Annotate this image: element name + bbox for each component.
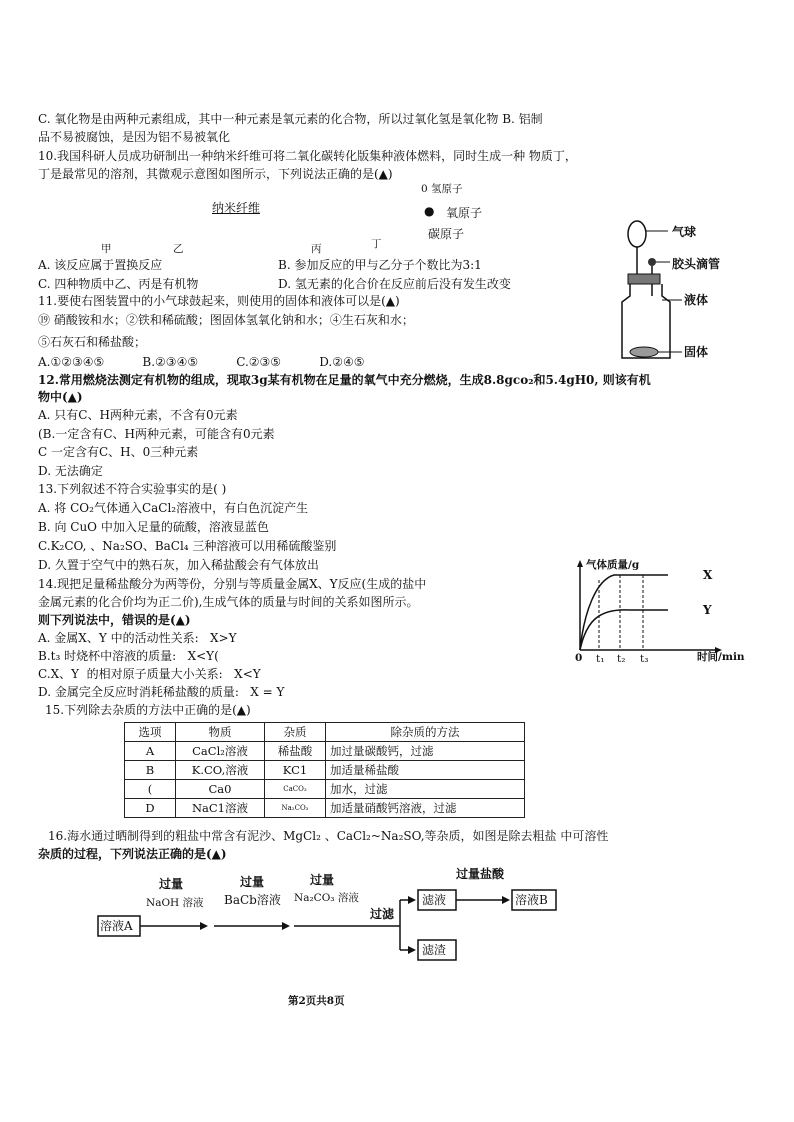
- graph-series-y: Y: [703, 603, 712, 617]
- cell-impurity: 稀盐酸: [265, 742, 326, 761]
- table-row: [125, 799, 525, 818]
- q13-option-d: D. 久置于空气中的熟石灰，加入稀盐酸会有气体放出: [38, 558, 319, 572]
- table-row: [125, 742, 525, 761]
- step2-top: 过量: [240, 875, 265, 889]
- dropper-bulb: [648, 258, 656, 266]
- cell-method: 加适量稀盐酸: [326, 761, 525, 780]
- cell-impurity: Na₂CO₃: [265, 799, 326, 818]
- curve-x: [580, 575, 668, 650]
- cell-impurity: KC1: [265, 761, 326, 780]
- graph-series-x: X: [703, 568, 713, 582]
- q14-option-a: A. 金属X、Y 中的活动性关系: X>Y: [38, 631, 237, 645]
- label-bing: 丙: [311, 243, 322, 255]
- label-ding: 丁: [371, 238, 382, 250]
- cell-method: 加水，过滤: [326, 780, 525, 799]
- solid-pile: [630, 347, 658, 357]
- cell-option: (: [125, 780, 176, 799]
- cell-method: 加过量碳酸钙，过滤: [326, 742, 525, 761]
- cell-substance: NaC1溶液: [176, 799, 265, 818]
- cell-impurity: CaCO₃: [265, 780, 326, 799]
- q12-stem-line2: 物中(▲): [38, 390, 83, 404]
- legend-oxygen: 氧原子: [446, 206, 483, 220]
- solution-a-label: 溶液A: [100, 919, 133, 933]
- graph-ylabel: 气体质量/g: [586, 559, 640, 571]
- q14-stem-line1: 14.现把足量稀盐酸分为两等份，分别与等质量金属X、Y反应(生成的盐中: [38, 577, 427, 591]
- q10-stem-line2: 丁是最常见的溶剂，其微观示意图如图所示，下列说法正确的是(▲): [38, 167, 393, 181]
- label-liquid: 液体: [684, 293, 709, 307]
- q15-stem: 15.下列除去杂质的方法中正确的是(▲): [45, 703, 251, 717]
- oxygen-atom-icon: ●: [424, 204, 435, 218]
- label-yi: 乙: [173, 243, 184, 255]
- cell-substance: Ca0: [176, 780, 265, 799]
- step1-reagent: NaOH 溶液: [146, 897, 204, 909]
- stopper: [628, 274, 660, 284]
- q10-option-d: D. 氢无素的化合价在反应前后没有发生改变: [278, 277, 511, 291]
- q14-option-b: B.t₃ 时烧杯中溶液的质量: X<Y(: [38, 649, 219, 663]
- legend-hydrogen: 0 氢原子: [421, 183, 463, 195]
- q15-table: [124, 722, 525, 818]
- graph-t1: t₁: [596, 653, 605, 665]
- table-header-row: [125, 723, 525, 742]
- curve-y: [580, 610, 668, 650]
- header-method: 除杂质的方法: [326, 723, 525, 742]
- nano-fiber-label: 纳米纤维: [212, 201, 261, 215]
- q13-option-b: B. 向 CuO 中加入足量的硫酸，溶液显蓝色: [38, 520, 269, 534]
- header-substance: 物质: [176, 723, 265, 742]
- cell-method: 加适量硝酸钙溶液，过滤: [326, 799, 525, 818]
- q10-option-b: B. 参加反应的甲与乙分子个数比为3:1: [278, 258, 482, 272]
- residue-label: 滤渣: [422, 943, 447, 957]
- q10-option-c: C. 四种物质中乙、丙是有机物: [38, 277, 199, 291]
- q11-items-2: ⑤石灰石和稀盐酸；: [38, 335, 147, 349]
- cell-substance: K.CO,溶液: [176, 761, 265, 780]
- q12-option-a: A. 只有C、H两种元素，不含有0元素: [38, 408, 238, 422]
- graph-origin: 0: [575, 652, 583, 664]
- q12-option-d: D. 无法确定: [38, 464, 103, 478]
- header-option: 选项: [125, 723, 176, 742]
- q10-stem-line1: 10.我国科研人员成功研制出一种纳米纤维可将二氧化碳转化版集种液体燃料，同时生成一种 物质丁，: [38, 149, 577, 163]
- label-dropper: 胶头滴管: [672, 257, 721, 271]
- q14-stem-line3: 则下列说法中，错误的是(▲): [38, 613, 191, 627]
- page-footer: 第2页共8页: [288, 995, 345, 1007]
- q11-stem: 11.要使右图装置中的小气球鼓起来，则使用的固体和液体可以是(▲): [38, 294, 400, 308]
- q13-option-a: A. 将 CO₂气体通入CaCl₂溶液中，有白色沉淀产生: [38, 501, 309, 515]
- table-row: [125, 761, 525, 780]
- q16-stem-line1: 16.海水通过晒制得到的粗盐中常含有泥沙、MgCl₂ 、CaCl₂~Na₂SO,等杂质，如图是除去粗盐 中可溶性: [48, 829, 609, 843]
- graph-xlabel: 时间/min: [697, 651, 745, 663]
- header-impurity: 杂质: [265, 723, 326, 742]
- q10-option-a: A. 该反应属于置换反应: [38, 258, 163, 272]
- solution-b-label: 溶液B: [515, 893, 548, 907]
- q9-option-c-line2: 品不易被腐蚀，是因为铝不易被氧化: [38, 130, 231, 144]
- balloon-shape: [628, 221, 646, 247]
- q13-stem: 13.下列叙述不符合实验事实的是( ): [38, 482, 227, 496]
- q16-stem-line2: 杂质的过程，下列说法正确的是(▲): [38, 847, 227, 861]
- table-row: [125, 780, 525, 799]
- q12-option-c: C 一定含有C、H、0三种元素: [38, 445, 199, 459]
- cell-substance: CaCl₂溶液: [176, 742, 265, 761]
- step1-top: 过量: [159, 877, 184, 891]
- q12-stem-line1: 12.常用燃烧法测定有机物的组成，现取3g某有机物在足量的氧气中充分燃烧，生成8.8gco₂和5.4gH0, 则该有机: [38, 373, 651, 387]
- graph-t2: t₂: [617, 653, 626, 665]
- q12-option-b: (B.一定含有C、H两种元素，可能含有0元素: [38, 427, 275, 441]
- label-jia: 甲: [101, 243, 112, 255]
- q11-options: A.①②③④⑤ B.②③④⑤ C.②③⑤ D.②④⑤: [38, 355, 365, 369]
- cell-option: A: [125, 742, 176, 761]
- q14-stem-line2: 金属元素的化合价均为正二价),生成气体的质量与时间的关系如图所示。: [38, 595, 419, 609]
- q14-option-d: D. 金属完全反应时消耗稀盐酸的质量: X = Y: [38, 685, 285, 699]
- step3-top: 过量: [310, 873, 335, 887]
- cell-option: D: [125, 799, 176, 818]
- legend-carbon: 碳原子: [428, 227, 465, 241]
- label-solid: 固体: [684, 345, 709, 359]
- graph-t3: t₃: [640, 653, 649, 665]
- cell-option: B: [125, 761, 176, 780]
- q9-option-c-line1: C. 氧化物是由两种元素组成，其中一种元素是氧元素的化合物，所以过氧化氢是氧化物 B. 铝制: [38, 112, 543, 126]
- filtrate-label: 滤液: [422, 893, 447, 907]
- q14-option-c: C.X、Y 的相对原子质量大小关系: X<Y: [38, 667, 261, 681]
- step2-reagent: BaCb溶液: [224, 893, 281, 907]
- step3-reagent: Na₂CO₃ 溶液: [294, 892, 359, 904]
- q13-option-c: C.K₂CO, 、Na₂SO、BaCl₄ 三种溶液可以用稀硫酸鉴别: [38, 539, 337, 553]
- filter-step: 过滤: [370, 907, 395, 921]
- acid-step: 过量盐酸: [456, 867, 505, 881]
- q11-items: ⑲ 硝酸铵和水；②铁和稀硫酸；图固体氢氧化钠和水；④生石灰和水；: [38, 313, 414, 327]
- label-balloon: 气球: [672, 225, 697, 239]
